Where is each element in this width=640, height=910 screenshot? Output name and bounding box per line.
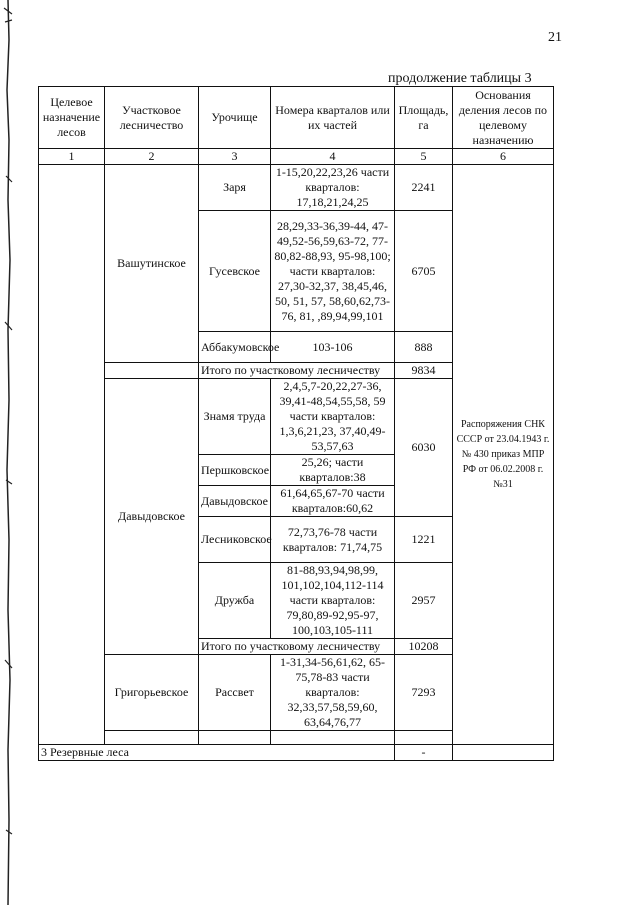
forestry-name <box>105 731 199 745</box>
scan-left-edge <box>0 0 14 905</box>
table-continuation-label: продолжение таблицы 3 <box>388 71 532 86</box>
column-number: 5 <box>395 149 453 165</box>
forestry-name: Григорьевское <box>105 655 199 731</box>
area-cell: 6705 <box>395 211 453 332</box>
reserve-label: 3 Резервные леса <box>39 745 395 761</box>
quarters-cell: 72,73,76-78 части кварталов: 71,74,75 <box>271 517 395 563</box>
quarters-cell: 81-88,93,94,98,99, 101,102,104,112-114 части кварталов: 79,80,89-92,95-97, 100,103,105-111 <box>271 563 395 639</box>
header-row <box>39 87 554 149</box>
quarters-cell: 103-106 <box>271 332 395 363</box>
tract-name: Лесниковское <box>199 517 271 563</box>
tract-name: Дружба <box>199 563 271 639</box>
quarters-cell: 1-31,34-56,61,62, 65-75,78-83 части кварталов: 32,33,57,58,59,60, 63,64,76,77 <box>271 655 395 731</box>
tract-name: Аббакумовское <box>199 332 271 363</box>
subtotal-area: 9834 <box>395 363 453 379</box>
forestry-name: Давыдовское <box>105 379 199 655</box>
tract-name: Заря <box>199 165 271 211</box>
quarters-cell: 28,29,33-36,39-44, 47-49,52-56,59,63-72, 77-80,82-88,93, 95-98,100; части кварталов: 27,30-32,37, 38,45,46, 50, 51, 57, 58,60,62,73-76, 81, ,89,94,99,101 <box>271 211 395 332</box>
tract-name: Гусевское <box>199 211 271 332</box>
header-purpose: Целевое назначение лесов <box>39 87 105 149</box>
column-number: 1 <box>39 149 105 165</box>
area-cell: 7293 <box>395 655 453 731</box>
purpose-cell <box>39 165 105 745</box>
subtotal-label: Итого по участковому лесничеству <box>199 363 395 379</box>
page-number: 21 <box>548 30 562 45</box>
tract-name <box>199 731 271 745</box>
area-cell: 2241 <box>395 165 453 211</box>
forest-table <box>38 86 554 761</box>
header-basis: Основания деления лесов по целевому назначению <box>453 87 554 149</box>
area-cell: 6030 <box>395 379 453 517</box>
area-cell: 1221 <box>395 517 453 563</box>
reserve-area: - <box>395 745 453 761</box>
column-number: 6 <box>453 149 554 165</box>
column-number-row <box>39 149 554 165</box>
tract-name: Рассвет <box>199 655 271 731</box>
area-cell: 888 <box>395 332 453 363</box>
column-number: 3 <box>199 149 271 165</box>
tract-name: Знамя труда <box>199 379 271 455</box>
table-row <box>39 165 554 211</box>
header-forestry: Участковое лесничество <box>105 87 199 149</box>
quarters-cell: 25,26; части кварталов:38 <box>271 455 395 486</box>
header-tract: Урочище <box>199 87 271 149</box>
forestry-name: Вашутинское <box>105 165 199 363</box>
reserve-row <box>39 745 554 761</box>
column-number: 2 <box>105 149 199 165</box>
quarters-cell: 1-15,20,22,23,26 части кварталов: 17,18,21,24,25 <box>271 165 395 211</box>
tract-name: Давыдовское <box>199 486 271 517</box>
basis-cell: Распоряжения СНК СССР от 23.04.1943 г. № 430 приказ МПР РФ от 06.02.2008 г. №31 <box>453 165 554 745</box>
quarters-cell: 61,64,65,67-70 части кварталов:60,62 <box>271 486 395 517</box>
area-cell <box>395 731 453 745</box>
column-number: 4 <box>271 149 395 165</box>
header-area: Площадь, га <box>395 87 453 149</box>
subtotal-label: Итого по участковому лесничеству <box>199 639 395 655</box>
tract-name: Першковское <box>199 455 271 486</box>
header-quarters: Номера кварталов или их частей <box>271 87 395 149</box>
basis-cell <box>453 745 554 761</box>
area-cell: 2957 <box>395 563 453 639</box>
quarters-cell <box>271 731 395 745</box>
subtotal-area: 10208 <box>395 639 453 655</box>
quarters-cell: 2,4,5,7-20,22,27-36, 39,41-48,54,55,58, 59 части кварталов: 1,3,6,21,23, 37,40,49-53,57,63 <box>271 379 395 455</box>
forestry-name <box>105 363 199 379</box>
